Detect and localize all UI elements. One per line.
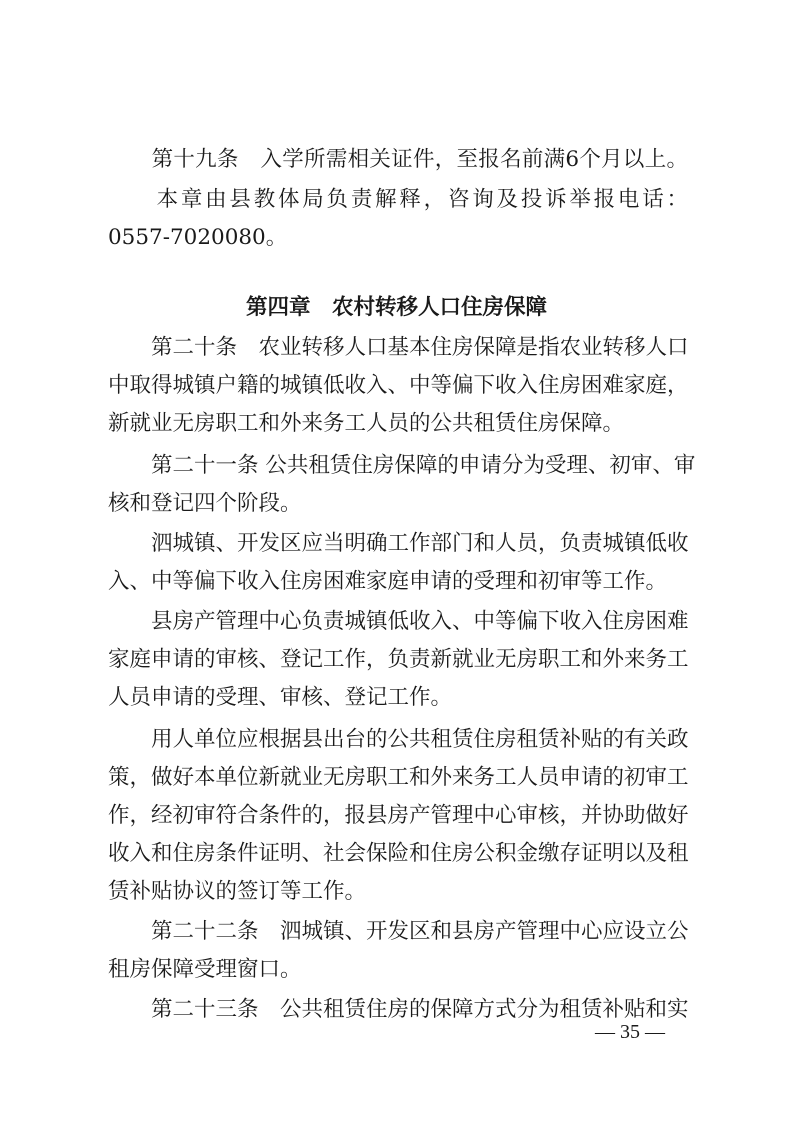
chapter-heading: 第四章 农村转移人口住房保障 (245, 295, 547, 320)
article-21-line-1: 第二十一条 公共租赁住房保障的申请分为受理、初审、审 (108, 453, 696, 478)
paragraph-line: 用人单位应根据县出台的公共租赁住房租赁补贴的有关政 (108, 727, 689, 752)
article-19-line-1: 第十九条 入学所需相关证件，至报名前满6个月以上。 (108, 147, 688, 172)
article-20-line-3: 新就业无房职工和外来务工人员的公共租赁住房保障。 (108, 411, 625, 436)
paragraph-line: 县房产管理中心负责城镇低收入、中等偏下收入住房困难 (108, 609, 689, 634)
article-20-line-2: 中取得城镇户籍的城镇低收入、中等偏下收入住房困难家庭， (108, 373, 689, 398)
article-20-line-1: 第二十条 农业转移人口基本住房保障是指农业转移人口 (108, 335, 689, 360)
paragraph-line: 泗城镇、开发区应当明确工作部门和人员，负责城镇低收 (108, 531, 689, 556)
page-number: — 35 — (595, 1021, 665, 1043)
article-22-line-2: 租房保障受理窗口。 (108, 957, 302, 982)
article-19-line-3: 0557-7020080。 (108, 225, 288, 250)
article-23-line-1: 第二十三条 公共租赁住房的保障方式分为租赁补贴和实 (108, 997, 689, 1022)
paragraph-line: 入、中等偏下收入住房困难家庭申请的受理和初审等工作。 (108, 569, 668, 594)
paragraph-line: 人员申请的受理、审核、登记工作。 (108, 685, 453, 710)
paragraph-line: 策，做好本单位新就业无房职工和外来务工人员申请的初审工 (108, 765, 689, 790)
article-21-line-2: 核和登记四个阶段。 (108, 491, 302, 516)
paragraph-line: 赁补贴协议的签订等工作。 (108, 879, 367, 904)
paragraph-line: 作，经初审符合条件的，报县房产管理中心审核，并协助做好 (108, 803, 689, 828)
article-19-line-2: 本章由县教体局负责解释，咨询及投诉举报电话： (108, 187, 688, 212)
paragraph-line: 家庭申请的审核、登记工作，负责新就业无房职工和外来务工 (108, 647, 689, 672)
article-22-line-1: 第二十二条 泗城镇、开发区和县房产管理中心应设立公 (108, 919, 689, 944)
paragraph-line: 收入和住房条件证明、社会保险和住房公积金缴存证明以及租 (108, 841, 689, 866)
